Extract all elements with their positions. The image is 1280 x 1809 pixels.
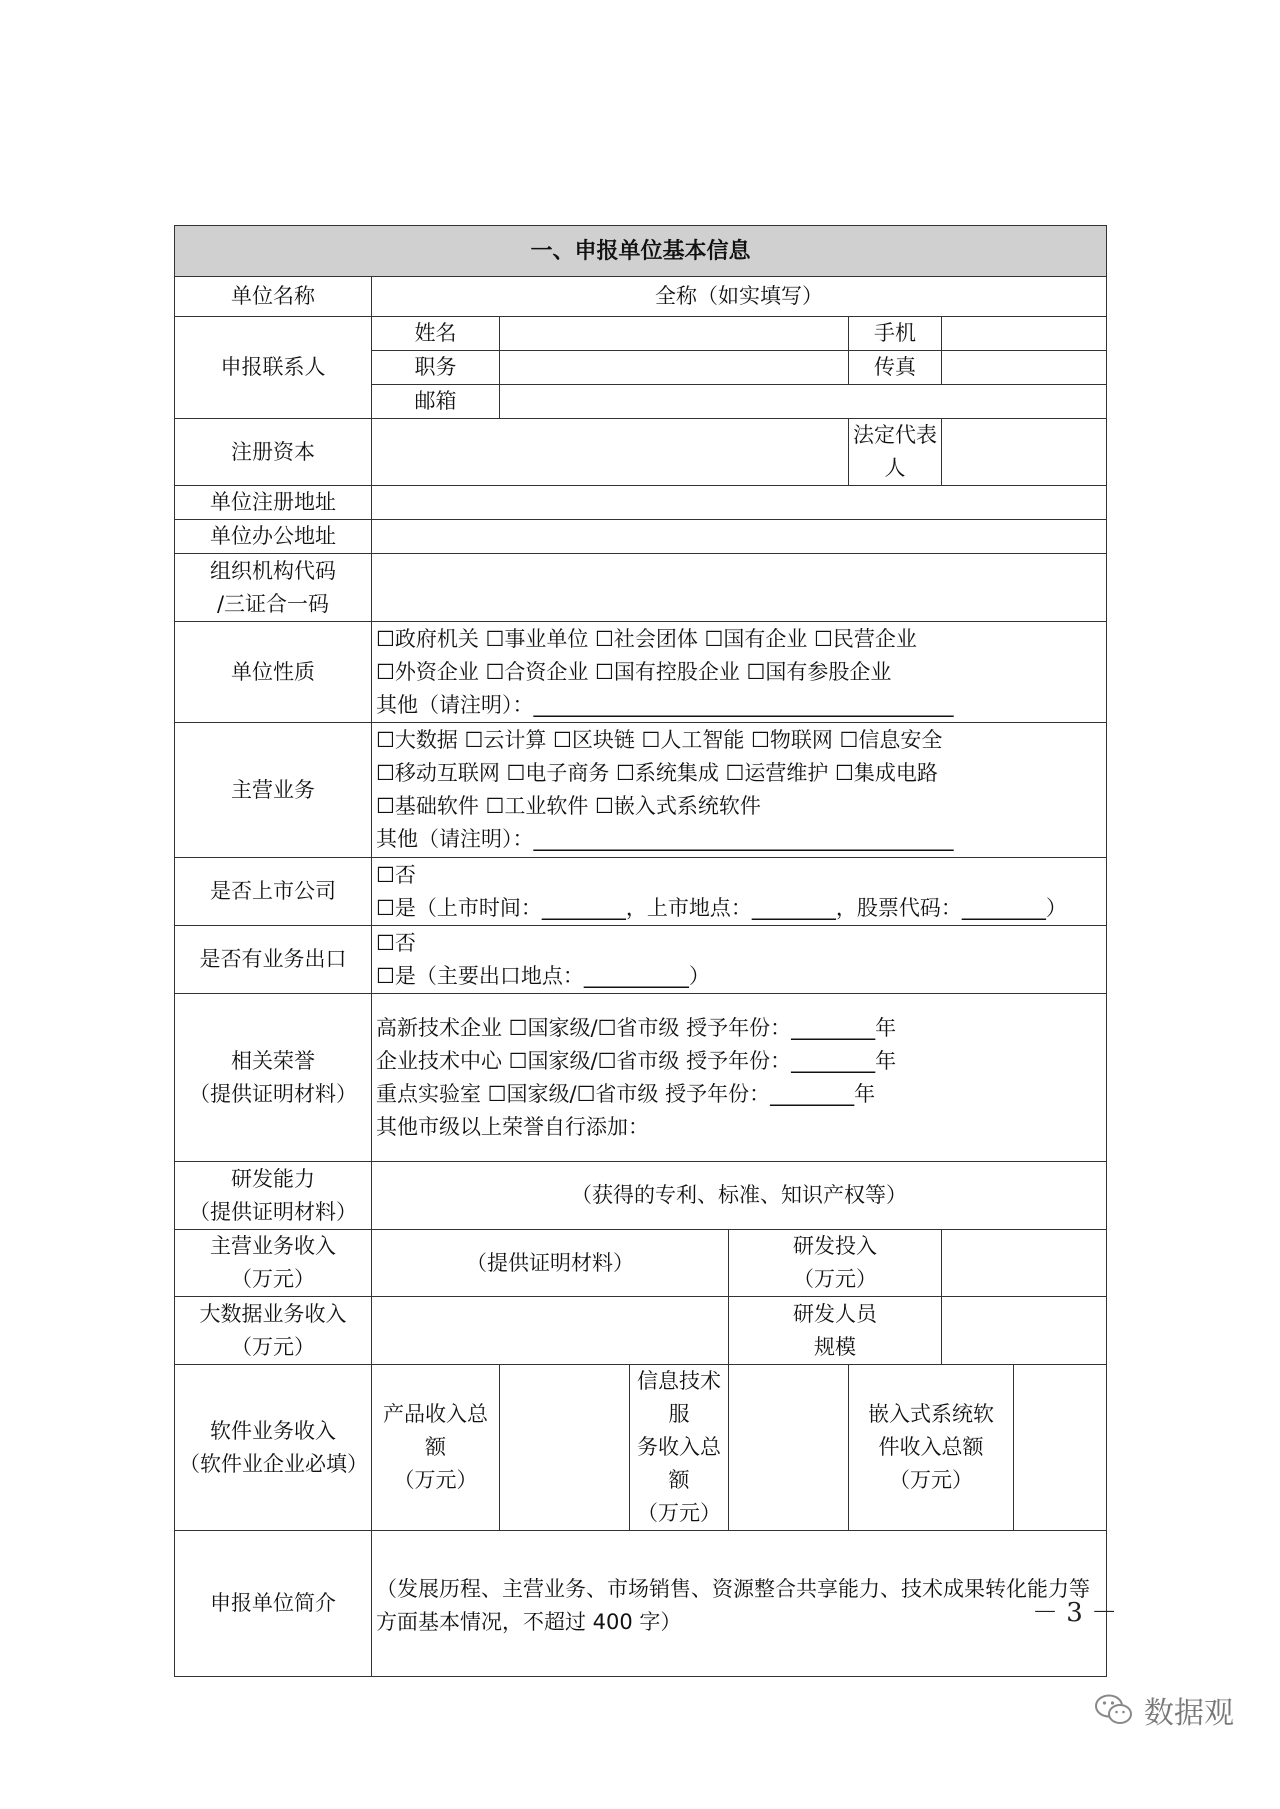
embedded-revenue-field[interactable]	[1014, 1365, 1107, 1531]
it-service-revenue-field[interactable]	[729, 1365, 849, 1531]
contact-fax-field[interactable]	[942, 351, 1107, 385]
reg-address-label: 单位注册地址	[175, 486, 372, 520]
honors-row-3[interactable]: 重点实验室 ☐国家级/☐省市级 授予年份：________年	[376, 1081, 876, 1106]
honors-options[interactable]	[372, 994, 1107, 1162]
section-title: 一、申报单位基本信息	[175, 226, 1107, 277]
business-label: 主营业务	[175, 723, 372, 858]
listed-yes[interactable]: ☐是（上市时间：________，上市地点：________，股票代码：________）	[376, 895, 1067, 920]
reg-address-field[interactable]	[372, 486, 1107, 520]
wechat-icon	[1094, 1693, 1134, 1727]
export-label: 是否有业务出口	[175, 926, 372, 994]
embedded-revenue-label-line1: 嵌入式系统软	[868, 1402, 994, 1426]
it-service-revenue-label-line2: 务收入总额	[637, 1435, 721, 1492]
unit-name-field[interactable]: 全称（如实填写）	[372, 277, 1107, 317]
legal-rep-field[interactable]	[942, 419, 1107, 486]
software-revenue-label-line1: 软件业务收入	[210, 1418, 336, 1443]
office-address-label: 单位办公地址	[175, 520, 372, 554]
honors-label-line2: （提供证明材料）	[189, 1081, 357, 1106]
bigdata-revenue-label-line1: 大数据业务收入	[199, 1301, 347, 1326]
software-revenue-label-line2: （软件业企业必填）	[179, 1451, 368, 1476]
rnd-investment-field[interactable]	[942, 1230, 1107, 1297]
business-row-3[interactable]: ☐基础软件 ☐工业软件 ☐嵌入式系统软件	[376, 794, 761, 818]
main-revenue-field[interactable]: （提供证明材料）	[372, 1230, 729, 1297]
embedded-revenue-label-line3: （万元）	[889, 1468, 973, 1492]
capital-field[interactable]	[372, 419, 849, 486]
product-revenue-field[interactable]	[500, 1365, 630, 1531]
watermark	[1094, 1688, 1234, 1732]
org-code-label-line2: /三证合一码	[216, 591, 330, 616]
business-row-1[interactable]: ☐大数据 ☐云计算 ☐区块链 ☐人工智能 ☐物联网 ☐信息安全	[376, 728, 943, 752]
main-revenue-label	[175, 1230, 372, 1297]
business-row-2[interactable]: ☐移动互联网 ☐电子商务 ☐系统集成 ☐运营维护 ☐集成电路	[376, 761, 938, 785]
business-options[interactable]	[372, 723, 1107, 858]
nature-other[interactable]: 其他（请注明）：________________________________________	[376, 692, 954, 717]
rnd-label-line1: 研发能力	[231, 1166, 315, 1191]
rnd-label-line2: （提供证明材料）	[189, 1199, 357, 1224]
export-options[interactable]	[372, 926, 1107, 994]
capital-label: 注册资本	[175, 419, 372, 486]
rnd-investment-label-line1: 研发投入	[793, 1234, 877, 1258]
honors-row-2[interactable]: 企业技术中心 ☐国家级/☐省市级 授予年份：________年	[376, 1048, 897, 1073]
contact-position-field[interactable]	[500, 351, 849, 385]
rnd-label	[175, 1162, 372, 1230]
product-revenue-label-line2: （万元）	[393, 1468, 478, 1492]
org-code-label	[175, 554, 372, 622]
listed-no[interactable]: ☐否	[376, 862, 416, 887]
nature-row-2[interactable]: ☐外资企业 ☐合资企业 ☐国有控股企业 ☐国有参股企业	[376, 659, 892, 684]
rnd-staff-label-line2: 规模	[814, 1334, 856, 1359]
contact-fax-label: 传真	[849, 351, 942, 385]
product-revenue-label-line1: 产品收入总额	[383, 1402, 488, 1459]
contact-email-label: 邮箱	[372, 385, 500, 419]
honors-other[interactable]: 其他市级以上荣誉自行添加：	[376, 1114, 649, 1139]
intro-field[interactable]: （发展历程、主营业务、市场销售、资源整合共享能力、技术成果转化能力等方面基本情况，不超过 400 字）	[372, 1531, 1107, 1677]
nature-label: 单位性质	[175, 622, 372, 723]
watermark-text: 数据观	[1144, 1696, 1234, 1731]
bigdata-revenue-label	[175, 1297, 372, 1365]
nature-options[interactable]	[372, 622, 1107, 723]
contact-mobile-field[interactable]	[942, 317, 1107, 351]
rnd-staff-label	[729, 1297, 942, 1365]
rnd-field[interactable]: （获得的专利、标准、知识产权等）	[372, 1162, 1107, 1230]
it-service-revenue-label-line3: （万元）	[637, 1501, 721, 1525]
product-revenue-label	[372, 1365, 500, 1531]
rnd-investment-label	[729, 1230, 942, 1297]
listed-label: 是否上市公司	[175, 858, 372, 926]
contact-label: 申报联系人	[175, 317, 372, 419]
rnd-investment-label-line2: （万元）	[793, 1267, 877, 1291]
export-no[interactable]: ☐否	[376, 930, 416, 955]
legal-rep-label: 法定代表人	[849, 419, 942, 486]
contact-name-field[interactable]	[500, 317, 849, 351]
contact-mobile-label: 手机	[849, 317, 942, 351]
honors-label	[175, 994, 372, 1162]
intro-label: 申报单位简介	[175, 1531, 372, 1677]
it-service-revenue-label	[630, 1365, 729, 1531]
it-service-revenue-label-line1: 信息技术服	[637, 1369, 721, 1426]
nature-row-1[interactable]: ☐政府机关 ☐事业单位 ☐社会团体 ☐国有企业 ☐民营企业	[376, 626, 917, 651]
contact-email-field[interactable]	[500, 385, 1107, 419]
software-revenue-label	[175, 1365, 372, 1531]
rnd-staff-label-line1: 研发人员	[793, 1301, 877, 1326]
application-form-table	[174, 225, 1107, 1677]
embedded-revenue-label	[849, 1365, 1014, 1531]
rnd-staff-field[interactable]	[942, 1297, 1107, 1365]
contact-position-label: 职务	[372, 351, 500, 385]
main-revenue-label-line2: （万元）	[231, 1267, 315, 1291]
page-number: － 3 －	[1032, 1598, 1118, 1628]
bigdata-revenue-label-line2: （万元）	[231, 1334, 315, 1359]
listed-options[interactable]	[372, 858, 1107, 926]
contact-name-label: 姓名	[372, 317, 500, 351]
unit-name-label: 单位名称	[175, 277, 372, 317]
honors-row-1[interactable]: 高新技术企业 ☐国家级/☐省市级 授予年份：________年	[376, 1015, 897, 1040]
org-code-field[interactable]	[372, 554, 1107, 622]
org-code-label-line1: 组织机构代码	[210, 558, 336, 583]
main-revenue-label-line1: 主营业务收入	[210, 1234, 336, 1258]
office-address-field[interactable]	[372, 520, 1107, 554]
bigdata-revenue-field[interactable]	[372, 1297, 729, 1365]
export-yes[interactable]: ☐是（主要出口地点：__________）	[376, 963, 710, 988]
business-other[interactable]: 其他（请注明）：________________________________________	[376, 827, 954, 851]
honors-label-line1: 相关荣誉	[231, 1048, 315, 1073]
embedded-revenue-label-line2: 件收入总额	[878, 1435, 984, 1459]
